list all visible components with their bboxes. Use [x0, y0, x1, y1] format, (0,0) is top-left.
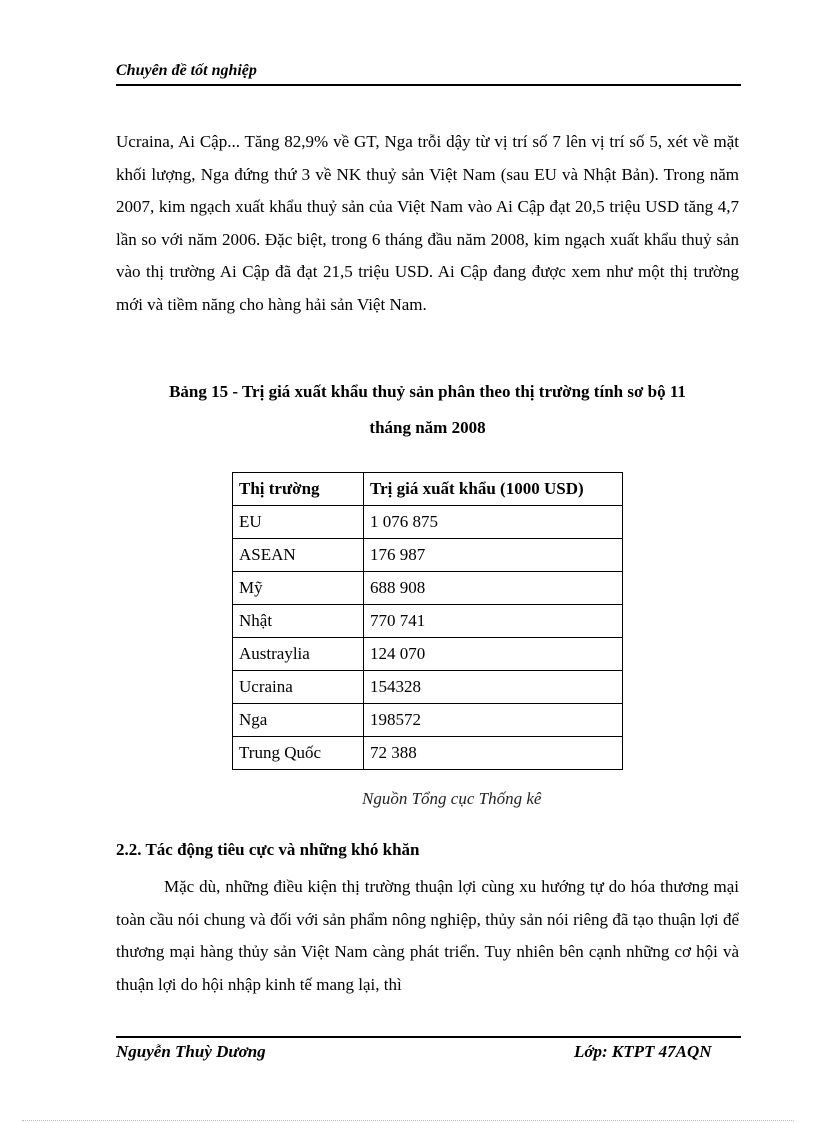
- section-heading: 2.2. Tác động tiêu cực và những khó khăn: [116, 840, 420, 859]
- table-cell-value: 176 987: [364, 539, 623, 572]
- table-row: [233, 638, 623, 671]
- footer-divider: [116, 1036, 741, 1038]
- page-bottom-edge: [22, 1120, 794, 1121]
- table-header-cell: Thị trường: [233, 473, 364, 506]
- table-cell-market: Mỹ: [233, 572, 364, 605]
- table-cell-market: Ucraina: [233, 671, 364, 704]
- table-row: [233, 539, 623, 572]
- table-cell-value: 72 388: [364, 737, 623, 770]
- table-cell-value: 154328: [364, 671, 623, 704]
- body-paragraph-2: Mặc dù, những điều kiện thị trường thuận lợi cùng xu hướng tự do hóa thương mại toàn cầu nói chung và đối với sản phẩm nông nghiệp, thủy sản nói riêng đã tạo thuận lợi để thương mại hàng thủy sản Việt Nam càng phát triển. Tuy nhiên bên cạnh những cơ hội và thuận lợi do hội nhập kinh tế mang lại, thì: [116, 877, 739, 994]
- table-cell-market: Nhật: [233, 605, 364, 638]
- table-cell-value: 770 741: [364, 605, 623, 638]
- table-row: [233, 506, 623, 539]
- table-cell-market: ASEAN: [233, 539, 364, 572]
- footer-class: Lớp: KTPT 47AQN: [574, 1042, 712, 1061]
- table-caption: [116, 374, 739, 446]
- table-cell-market: EU: [233, 506, 364, 539]
- table-row: [233, 605, 623, 638]
- table-row: [233, 704, 623, 737]
- table-cell-value: 688 908: [364, 572, 623, 605]
- table-cell-value: 124 070: [364, 638, 623, 671]
- table-cell-value: 198572: [364, 704, 623, 737]
- table-row: [233, 671, 623, 704]
- table-cell-market: Nga: [233, 704, 364, 737]
- table-cell-market: Austraylia: [233, 638, 364, 671]
- table-caption-line-1: Bảng 15 - Trị giá xuất khẩu thuỷ sản phân theo thị trường tính sơ bộ 11: [169, 382, 686, 401]
- table-row: [233, 572, 623, 605]
- table-source-note: Nguồn Tổng cục Thống kê: [362, 789, 542, 808]
- table-header-row: [233, 473, 623, 506]
- table-header-cell: Trị giá xuất khẩu (1000 USD): [364, 473, 623, 506]
- table-cell-market: Trung Quốc: [233, 737, 364, 770]
- footer-author: Nguyễn Thuỳ Dương: [116, 1042, 266, 1061]
- export-value-table: [232, 472, 623, 770]
- body-paragraph-1: Ucraina, Ai Cập... Tăng 82,9% về GT, Nga trỗi dậy từ vị trí số 7 lên vị trí số 5, xét về mặt khối lượng, Nga đứng thứ 3 về NK thuỷ sản Việt Nam (sau EU và Nhật Bản). Trong năm 2007, kim ngạch xuất khẩu thuỷ sản của Việt Nam vào Ai Cập đạt 20,5 triệu USD tăng 4,7 lần so với năm 2006. Đặc biệt, trong 6 tháng đầu năm 2008, kim ngạch xuất khẩu thuỷ sản vào thị trường Ai Cập đã đạt 21,5 triệu USD. Ai Cập đang được xem như một thị trường mới và tiềm năng cho hàng hải sản Việt Nam.: [116, 132, 739, 314]
- table-cell-value: 1 076 875: [364, 506, 623, 539]
- table-row: [233, 737, 623, 770]
- page-header-title: Chuyên đề tốt nghiệp: [116, 62, 257, 79]
- header-divider: [116, 84, 741, 86]
- table-caption-line-2: tháng năm 2008: [369, 418, 486, 437]
